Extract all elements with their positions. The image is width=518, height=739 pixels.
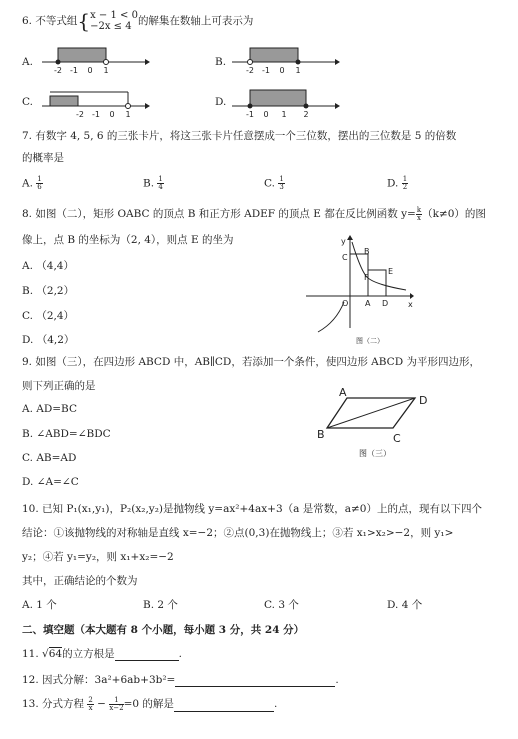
q10-line-4: 其中，正确结论的个数为 — [22, 575, 138, 587]
q6-option-d-numberline[interactable] — [232, 82, 342, 120]
fig2-label-x: x — [408, 300, 413, 309]
q12-answer-blank[interactable] — [175, 686, 335, 687]
tick-label: -1 — [92, 110, 100, 119]
q10-line-1: 10. 已知 P₁(x₁,y₁)，P₂(x₂,y₂)是抛物线 y=ax²+4ax+3（a 是常数，a≠0）上的点，现有以下四个 — [22, 503, 482, 515]
fig3-label-a: A — [339, 386, 347, 399]
q10-line-3: y₂；④若 y₁=y₂，则 x₁+x₂=−2 — [22, 551, 174, 563]
tick-label: 1 — [125, 110, 131, 119]
q8-line-2: 像上，点 B 的坐标为（2, 4），则点 E 的坐为 — [22, 234, 234, 246]
fig2-label-e: E — [388, 267, 394, 276]
q7-option-d[interactable]: D. $\frac{1}{2}$ — [387, 175, 408, 191]
tick-label: 0 — [263, 110, 269, 119]
tick-label: 0 — [279, 66, 285, 75]
tick-label: -2 — [76, 110, 84, 119]
q8-option-b[interactable]: B. （2,2） — [22, 285, 75, 297]
q10-option-d[interactable]: D. 4 个 — [387, 599, 423, 611]
q10-option-a[interactable]: A. 1 个 — [22, 599, 57, 611]
q11-answer-blank[interactable] — [115, 660, 179, 661]
fig3-label-c: C — [393, 432, 401, 445]
fig3-label-d: D — [419, 394, 428, 407]
q9-line-2: 则下列正确的是 — [22, 380, 96, 392]
tick-label: 0 — [109, 110, 115, 119]
q6-option-c-label: C. — [22, 96, 33, 108]
q6-inequality-2: −2x ≤ 4 — [90, 21, 132, 32]
tick-label: 1 — [103, 66, 109, 75]
fig2-label-d: D — [382, 299, 389, 308]
q6-stem: 6. 不等式组{ x − 1 < 0 −2x ≤ 4 的解集在数轴上可表示为 — [22, 9, 254, 33]
q7-option-c[interactable]: C. $\frac{1}{3}$ — [264, 175, 284, 191]
q12: 12. 因式分解：3a²+6ab+3b²= . — [22, 674, 339, 686]
tick-label: -1 — [70, 66, 78, 75]
q7-option-a[interactable]: A. $\frac{1}{6}$ — [22, 175, 42, 191]
q8-option-d[interactable]: D. （4,2） — [22, 334, 75, 346]
tick-label: -1 — [246, 110, 254, 119]
q9-option-b[interactable]: B. ∠ABD=∠BDC — [22, 428, 111, 440]
fig2-label-c: C — [342, 253, 348, 262]
q6-option-b-numberline[interactable] — [232, 42, 342, 76]
q9-line-1: 9. 如图（三），在四边形 ABCD 中，AB∥CD，若添加一个条件，使四边形 ABCD 为平形四边形， — [22, 356, 480, 368]
figure-3 — [315, 386, 445, 466]
q6-option-d-label: D. — [215, 96, 227, 108]
q6-inequality-1: x − 1 < 0 — [90, 10, 138, 21]
tick-label: 0 — [87, 66, 93, 75]
q10-line-2: 结论：①该抛物线的对称轴是直线 x=−2；②点(0,3)在抛物线上；③若 x₁>x₂>−2，则 y₁> — [22, 527, 454, 539]
q10-option-b[interactable]: B. 2 个 — [143, 599, 178, 611]
q6-option-a-numberline[interactable] — [40, 42, 150, 76]
fig3-label-b: B — [317, 428, 325, 441]
q8-option-c[interactable]: C. （2,4） — [22, 310, 75, 322]
q7-option-b[interactable]: B. $\frac{1}{4}$ — [143, 175, 163, 191]
tick-label: 2 — [303, 110, 309, 119]
tick-label: 1 — [281, 110, 287, 119]
q7-line-1: 7. 有数字 4, 5, 6 的三张卡片，将这三张卡片任意摆成一个三位数，摆出的三位数是 5 的倍数 — [22, 130, 457, 142]
sqrt-symbol: √ — [42, 648, 49, 660]
tick-label: -2 — [54, 66, 62, 75]
figure-2 — [302, 232, 414, 350]
section-2-heading: 二、填空题（本大题有 8 个小题，每小题 3 分，共 24 分） — [22, 624, 305, 636]
q13: 13. 分式方程 $\frac{2}{x}$ − $\frac{1}{x-2}$ =0 的解是 . — [22, 695, 278, 712]
fig2-label-o: O — [342, 299, 349, 308]
tick-label: -1 — [262, 66, 270, 75]
fig2-caption: 图（二） — [356, 337, 384, 345]
q11: 11. √64的立方根是 . — [22, 648, 182, 660]
q6-option-c-numberline[interactable] — [40, 86, 150, 120]
fig2-label-y: y — [341, 237, 346, 246]
q13-answer-blank[interactable] — [174, 711, 274, 712]
fig2-label-f: F — [364, 273, 369, 282]
q9-option-d[interactable]: D. ∠A=∠C — [22, 476, 79, 488]
fig2-label-a: A — [365, 299, 371, 308]
tick-label: 1 — [295, 66, 301, 75]
q8-option-a[interactable]: A. （4,4） — [22, 260, 74, 272]
q6-option-a-label: A. — [22, 56, 33, 68]
q10-option-c[interactable]: C. 3 个 — [264, 599, 299, 611]
q9-option-c[interactable]: C. AB=AD — [22, 452, 77, 464]
q7-line-2: 的概率是 — [22, 152, 64, 164]
q9-option-a[interactable]: A. AD=BC — [22, 403, 78, 415]
q8-line-1: 8. 如图（二），矩形 OABC 的顶点 B 和正方形 ADEF 的顶点 E 都在反比例函数 y= $\frac{k}{x}$ （k≠0）的图 — [22, 205, 486, 222]
tick-label: -2 — [246, 66, 254, 75]
q6-option-b-label: B. — [215, 56, 227, 68]
fig2-label-b: B — [364, 247, 370, 256]
fig3-caption: 图（三） — [359, 449, 391, 458]
